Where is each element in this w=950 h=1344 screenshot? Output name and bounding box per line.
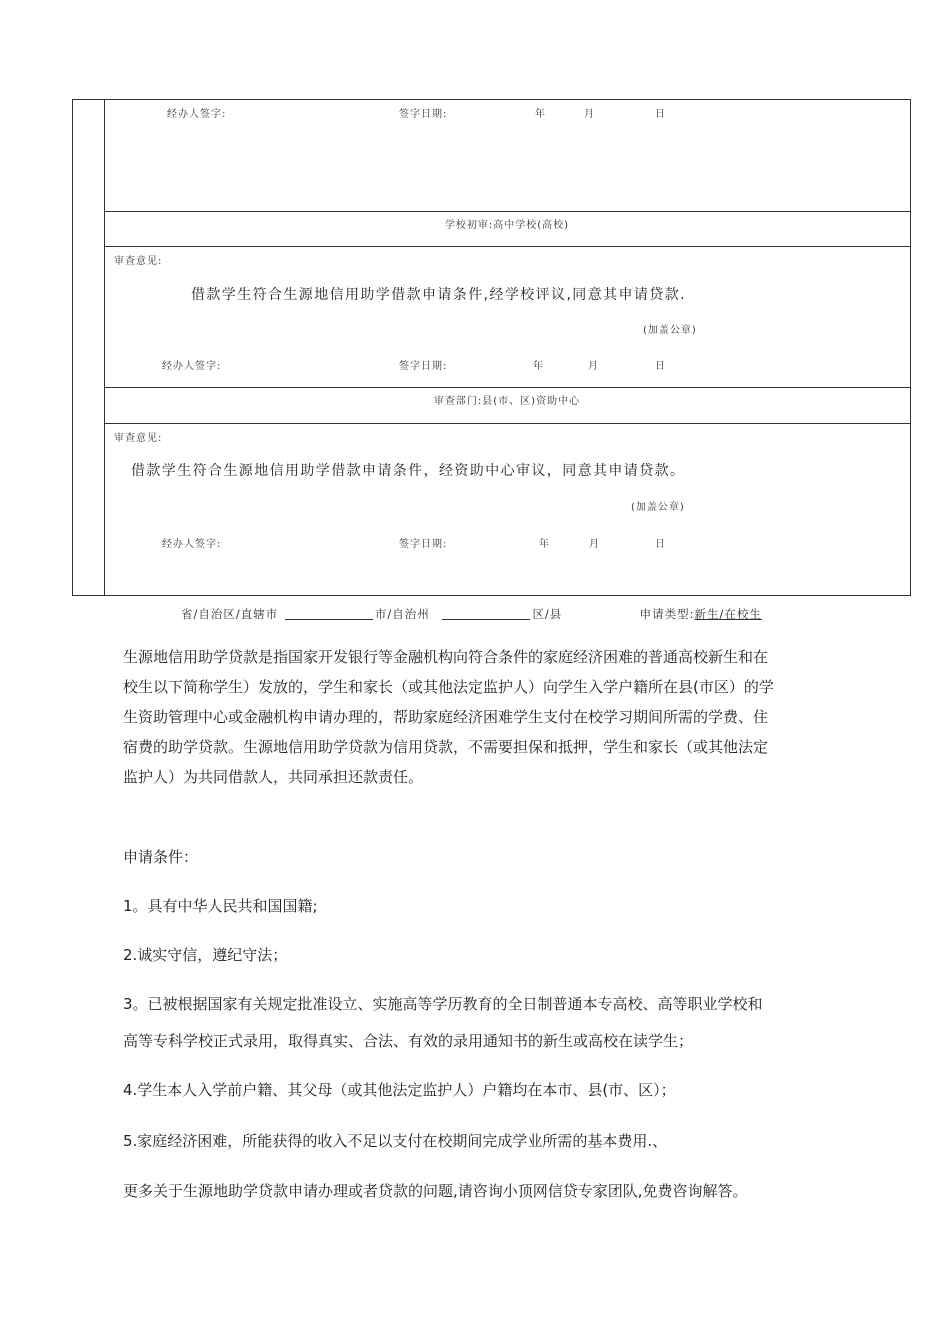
city-label: 市/自治州: [374, 607, 430, 621]
day-label-3: 日: [655, 539, 666, 550]
intro-line: 生源地信用助学贷款是指国家开发银行等金融机构向符合条件的家庭经济困难的普通高校新生和在: [123, 648, 769, 666]
signer-label-2: 经办人签字:: [162, 361, 222, 372]
condition-1: 1。具有中华人民共和国国籍;: [123, 897, 318, 915]
day-label-2: 日: [655, 361, 666, 372]
sign-date-label-1: 签字日期:: [399, 109, 448, 120]
condition-3-line-1: 3。已被根据国家有关规定批准设立、实施高等学历教育的全日制普通本专高校、高等职业学校和: [123, 995, 763, 1013]
sign-date-label-3: 签字日期:: [399, 539, 448, 550]
row-divider: [104, 423, 910, 424]
condition-5: 5.家庭经济困难，所能获得的收入不足以支付在校期间完成学业所需的基本费用.、: [123, 1132, 668, 1150]
province-label: 省/自治区/直辖市: [181, 607, 279, 621]
city-blank[interactable]: [285, 607, 373, 620]
intro-line: 生资助管理中心或金融机构申请办理的，帮助家庭经济困难学生支付在校学习期间所需的学费、住: [123, 708, 769, 726]
school-opinion-text: 借款学生符合生源地信用助学借款申请条件,经学校评议,同意其申请贷款.: [191, 287, 686, 303]
apply-type-value: 新生/在校生: [694, 607, 762, 621]
seal-note-3: (加盖公章): [631, 502, 685, 513]
district-blank[interactable]: [442, 607, 530, 620]
intro-line: 校生以下简称学生）发放的，学生和家长（或其他法定监护人）向学生入学户籍所在县(市区）的学: [123, 678, 774, 696]
conditions-title: 申请条件：: [123, 848, 199, 866]
signer-label-3: 经办人签字:: [162, 539, 222, 550]
year-label-2: 年: [533, 361, 544, 372]
district-label: 区/县: [532, 607, 563, 621]
apply-type-label: 申请类型:: [639, 607, 695, 621]
school-review-header: 学校初审:高中学校(高校): [444, 220, 570, 231]
review-opinion-label-2: 审查意见:: [114, 256, 163, 267]
approval-table: [72, 99, 911, 596]
day-label-1: 日: [655, 109, 666, 120]
month-label-2: 月: [588, 361, 599, 372]
year-label-3: 年: [539, 539, 550, 550]
county-review-header: 审查部门:县(市、区)资助中心: [433, 396, 581, 407]
seal-note-2: (加盖公章): [643, 325, 697, 336]
month-label-1: 月: [584, 109, 595, 120]
row-divider: [104, 387, 910, 388]
intro-line: 监护人）为共同借款人，共同承担还款责任。: [123, 768, 424, 786]
row-divider: [104, 211, 910, 212]
intro-paragraph: [123, 642, 853, 792]
county-opinion-text: 借款学生符合生源地信用助学借款申请条件，经资助中心审议，同意其申请贷款。: [131, 463, 686, 479]
row-divider: [104, 246, 910, 247]
more-info: 更多关于生源地助学贷款申请办理或者贷款的问题,请咨询小顶网信贷专家团队,免费咨询解答。: [123, 1182, 748, 1200]
review-opinion-label-3: 审查意见:: [114, 433, 163, 444]
sign-date-label-2: 签字日期:: [399, 361, 448, 372]
signer-label-1: 经办人签字:: [167, 109, 227, 120]
region-type-line: [181, 606, 762, 622]
table-left-column-divider: [104, 100, 105, 595]
condition-3-line-2: 高等专科学校正式录用，取得真实、合法、有效的录用通知书的新生或高校在读学生；: [123, 1032, 694, 1050]
month-label-3: 月: [589, 539, 600, 550]
intro-line: 宿费的助学贷款。生源地信用助学贷款为信用贷款，不需要担保和抵押，学生和家长（或其他法定: [123, 738, 769, 756]
condition-4: 4.学生本人入学前户籍、其父母（或其他法定监护人）户籍均在本市、县(市、区）；: [123, 1081, 676, 1099]
year-label-1: 年: [535, 109, 546, 120]
condition-2: 2.诚实守信，遵纪守法；: [123, 946, 288, 964]
